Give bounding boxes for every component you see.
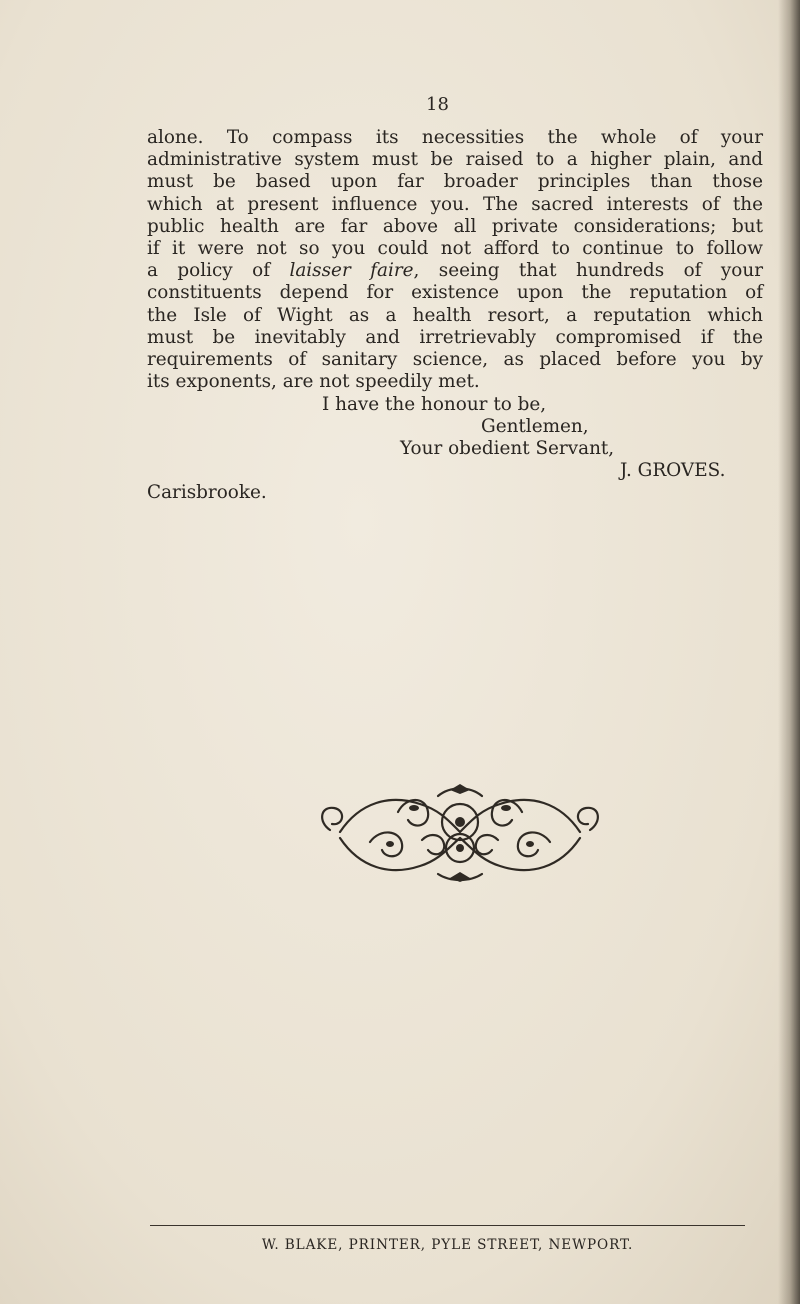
signature: J. GROVES. xyxy=(620,460,726,481)
text-line: constituents depend for existence upon the reputation of xyxy=(147,282,763,304)
page-edge-shadow xyxy=(778,0,800,1304)
text-line: if it were not so you could not afford to continue to follow xyxy=(147,238,763,260)
text-line-with-italic xyxy=(147,260,763,282)
footer-rule xyxy=(150,1225,745,1226)
closing-salutation: Gentlemen, xyxy=(481,416,589,437)
ornament-vignette xyxy=(310,782,610,882)
text-line: which at present influence you. The sacred interests of the xyxy=(147,193,763,215)
text-run: a policy of xyxy=(147,260,290,282)
text-line: the Isle of Wight as a health resort, a reputation which xyxy=(147,304,763,326)
printer-imprint: W. BLAKE, PRINTER, PYLE STREET, NEWPORT. xyxy=(261,1237,634,1253)
text-line: must be inevitably and irretrievably compromised if the xyxy=(147,326,763,348)
page-number: 18 xyxy=(426,94,449,115)
closing-honour: I have the honour to be, xyxy=(322,394,547,415)
text-line: alone. To compass its necessities the whole of your xyxy=(147,127,763,148)
text-line: must be based upon far broader principles than those xyxy=(147,171,763,193)
text-run: , seeing that hundreds of your xyxy=(413,260,763,282)
text-line: requirements of sanitary science, as placed before you by xyxy=(147,349,763,371)
body-text xyxy=(147,127,763,393)
text-line: its exponents, are not speedily met. xyxy=(147,371,480,393)
text-line: public health are far above all private considerations; but xyxy=(147,215,763,237)
italic-phrase: laisser faire xyxy=(289,260,414,282)
text-line: administrative system must be raised to a higher plain, and xyxy=(147,149,763,171)
place-name: Carisbrooke. xyxy=(147,482,267,503)
closing-servant: Your obedient Servant, xyxy=(400,438,615,459)
